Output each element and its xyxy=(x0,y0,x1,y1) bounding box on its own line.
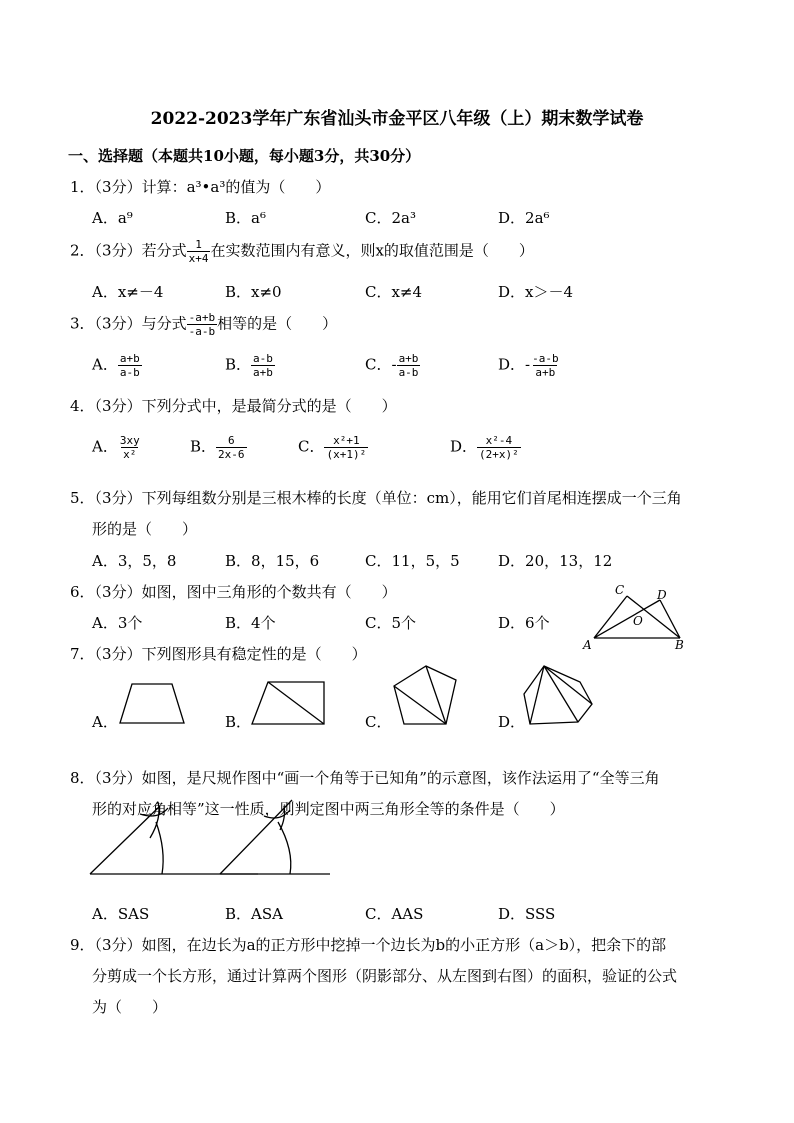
q4-option-c[interactable] xyxy=(298,434,368,461)
question-5-stem-line1: 5．（3分）下列每组数分别是三根木棒的长度（单位：cm），能用它们首尾相连摆成一个三角 xyxy=(70,489,682,507)
q4-b-label: B． xyxy=(190,437,217,456)
q2-option-d[interactable]: D．x＞－4 xyxy=(498,283,574,301)
q2-stem-post: 在实数范围内有意义，则x的取值范围是（ ） xyxy=(210,241,534,260)
q5-option-c[interactable]: C．11，5，5 xyxy=(365,552,460,570)
section-heading: 一、选择题（本题共10小题，每小题3分，共30分） xyxy=(68,147,421,165)
q4-d-num: x²-4 xyxy=(485,434,513,447)
q4-b-fraction xyxy=(216,434,247,461)
q3-c-sign: - xyxy=(391,355,397,374)
q3-option-b[interactable] xyxy=(225,352,275,379)
q3-d-fraction xyxy=(530,352,561,379)
q4-a-fraction xyxy=(118,434,142,461)
q1-option-d[interactable]: D．2a⁶ xyxy=(498,209,550,227)
q4-a-den: x² xyxy=(123,448,137,461)
q7-pentagon-with-diagonals-shape xyxy=(390,664,460,728)
q3-option-d[interactable] xyxy=(498,352,561,379)
q4-b-den: 2x-6 xyxy=(218,448,245,461)
q3-c-fraction xyxy=(397,352,421,379)
q3-b-den: a+b xyxy=(253,366,273,379)
q8-angle-construction-figure xyxy=(88,798,333,880)
question-9-stem-line1: 9．（3分）如图，在边长为a的正方形中挖掉一个边长为b的小正方形（a＞b），把余下的部 xyxy=(70,936,667,954)
question-9-stem-line3: 为（ ） xyxy=(92,998,168,1016)
q6-label-b: B xyxy=(675,638,684,652)
q4-option-a[interactable] xyxy=(92,434,142,461)
q4-c-fraction xyxy=(324,434,368,461)
q3-a-label: A． xyxy=(92,355,118,374)
q4-a-num: 3xy xyxy=(119,434,140,447)
q3-d-den: a+b xyxy=(535,366,556,379)
q8-option-b[interactable]: B．ASA xyxy=(225,905,283,923)
q4-d-den: (2+x)² xyxy=(479,448,519,461)
q4-d-label: D． xyxy=(450,437,478,456)
q7-option-b[interactable]: B． xyxy=(225,713,252,731)
q3-b-fraction xyxy=(251,352,275,379)
q1-option-a[interactable]: A．a⁹ xyxy=(92,209,133,227)
q3-stem-post: 相等的是（ ） xyxy=(217,314,338,333)
q8-option-d[interactable]: D．SSS xyxy=(498,905,556,923)
q6-option-a[interactable]: A．3个 xyxy=(92,614,143,632)
q3-frac-den: -a-b xyxy=(188,325,216,338)
q5-option-d[interactable]: D．20，13，12 xyxy=(498,552,613,570)
q3-a-den: a-b xyxy=(119,366,140,379)
q3-a-num: a+b xyxy=(119,352,140,365)
q6-label-o: O xyxy=(633,614,643,628)
q4-c-den: (x+1)² xyxy=(326,448,367,461)
q4-c-label: C． xyxy=(298,437,325,456)
q6-option-b[interactable]: B．4个 xyxy=(225,614,276,632)
q3-b-label: B． xyxy=(225,355,252,374)
q3-d-label: D． xyxy=(498,355,526,374)
q3-fraction xyxy=(187,311,218,338)
q2-fraction xyxy=(187,238,211,265)
q7-trapezoid-shape xyxy=(118,682,188,727)
question-1-stem: 1．（3分）计算：a³•a³的值为（ ） xyxy=(70,178,331,196)
q3-d-num: -a-b xyxy=(532,352,559,365)
q2-frac-den: x+4 xyxy=(188,252,209,265)
q7-option-a[interactable]: A． xyxy=(92,713,118,731)
question-8-stem-line2: 形的对应角相等”这一性质，则判定图中两三角形全等的条件是（ ） xyxy=(92,800,565,818)
question-3-stem xyxy=(70,311,337,338)
q4-c-num: x²+1 xyxy=(333,434,360,447)
q3-frac-num: -a+b xyxy=(188,311,216,324)
q3-stem-pre: 3．（3分）与分式 xyxy=(70,314,187,333)
q4-d-fraction xyxy=(477,434,521,461)
question-8-stem-line1: 8．（3分）如图，是尺规作图中“画一个角等于已知角”的示意图，该作法运用了“全等三角 xyxy=(70,769,660,787)
q7-option-d[interactable]: D． xyxy=(498,713,526,731)
q3-c-label: C． xyxy=(365,355,392,374)
q5-option-b[interactable]: B．8，15，6 xyxy=(225,552,320,570)
q1-option-b[interactable]: B．a⁶ xyxy=(225,209,266,227)
q4-b-num: 6 xyxy=(227,434,235,447)
q6-label-d: D xyxy=(657,588,667,602)
question-4-stem: 4．（3分）下列分式中，是最简分式的是（ ） xyxy=(70,397,397,415)
q2-option-a[interactable]: A．x≠－4 xyxy=(92,283,164,301)
q7-option-c[interactable]: C． xyxy=(365,713,392,731)
q6-option-c[interactable]: C．5个 xyxy=(365,614,417,632)
q4-option-d[interactable] xyxy=(450,434,521,461)
q6-label-a: A xyxy=(583,638,592,652)
question-7-stem: 7．（3分）下列图形具有稳定性的是（ ） xyxy=(70,645,367,663)
question-5-stem-line2: 形的是（ ） xyxy=(92,520,198,538)
q3-option-c[interactable] xyxy=(365,352,420,379)
q4-a-label: A． xyxy=(92,437,118,456)
question-6-stem: 6．（3分）如图，图中三角形的个数共有（ ） xyxy=(70,583,397,601)
q3-option-a[interactable] xyxy=(92,352,142,379)
q8-option-a[interactable]: A．SAS xyxy=(92,905,150,923)
q1-option-c[interactable]: C．2a³ xyxy=(365,209,416,227)
q6-label-c: C xyxy=(615,583,625,597)
q2-option-c[interactable]: C．x≠4 xyxy=(365,283,423,301)
q2-frac-num: 1 xyxy=(195,238,202,251)
q7-hexagon-with-diagonals-shape xyxy=(520,664,598,728)
q2-option-b[interactable]: B．x≠0 xyxy=(225,283,282,301)
question-9-stem-line2: 分剪成一个长方形，通过计算两个图形（阴影部分、从左图到右图）的面积，验证的公式 xyxy=(92,967,678,985)
q8-option-c[interactable]: C．AAS xyxy=(365,905,424,923)
q3-d-sign: - xyxy=(525,355,531,374)
q3-c-num: a+b xyxy=(398,352,419,365)
q4-option-b[interactable] xyxy=(190,434,247,461)
q3-a-fraction xyxy=(118,352,142,379)
q5-option-a[interactable]: A．3，5，8 xyxy=(92,552,177,570)
page-title: 2022-2023学年广东省汕头市金平区八年级（上）期末数学试卷 xyxy=(150,109,644,129)
q2-stem-pre: 2．（3分）若分式 xyxy=(70,241,187,260)
question-2-stem xyxy=(70,238,534,265)
q3-b-num: a-b xyxy=(253,352,273,365)
q7-rectangle-with-diagonal-shape xyxy=(250,680,330,728)
q6-option-d[interactable]: D．6个 xyxy=(498,614,550,632)
q3-c-den: a-b xyxy=(398,366,419,379)
